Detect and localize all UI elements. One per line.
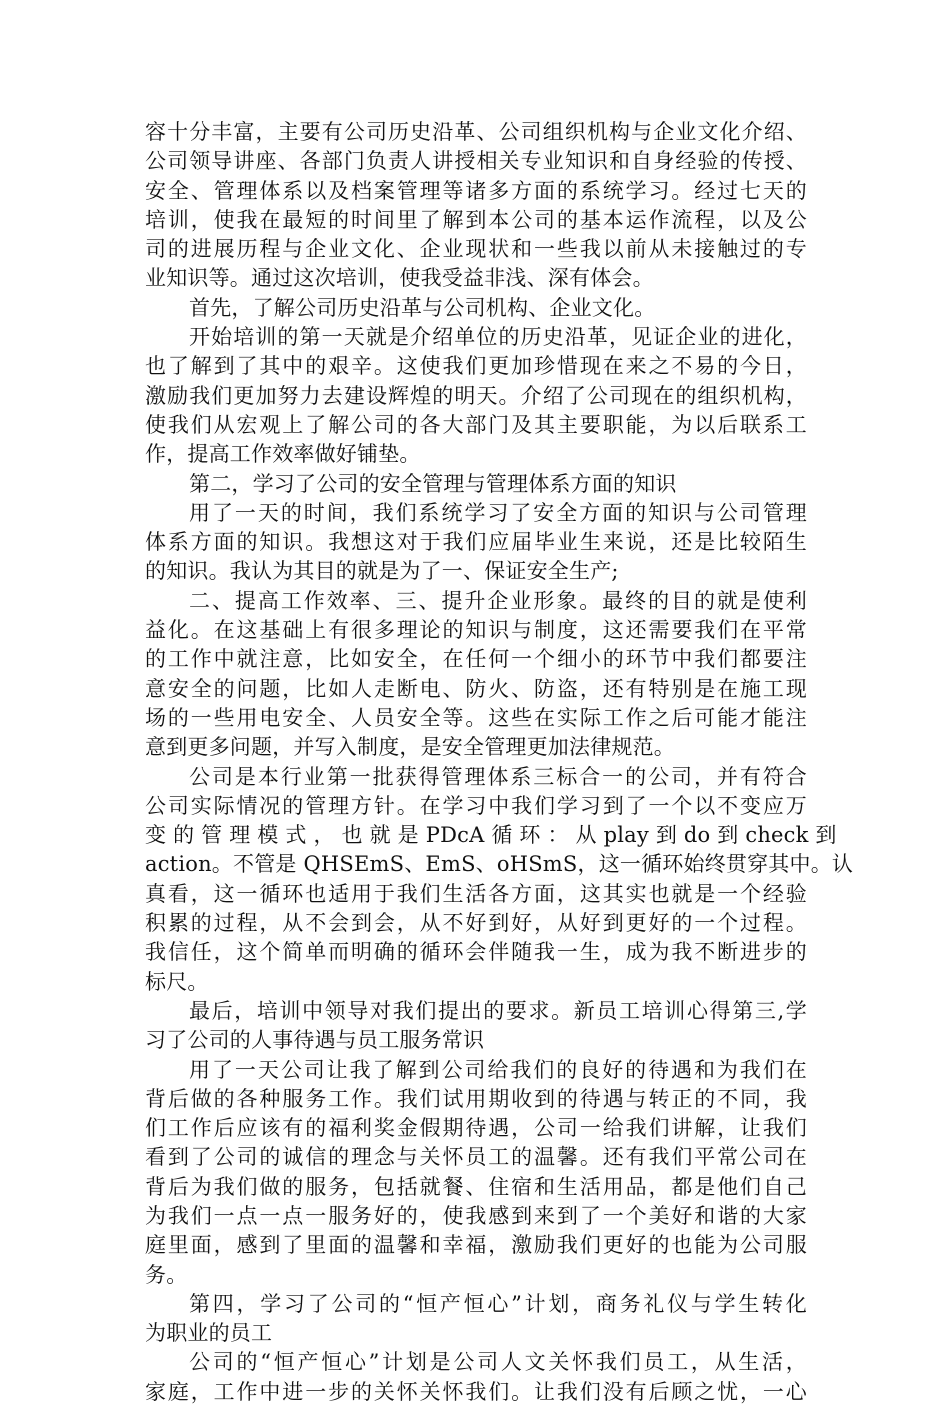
- text-line: 家庭，工作中进一步的关怀关怀我们。让我们没有后顾之忧，一心: [145, 1379, 807, 1404]
- text-line: 我信任，这个简单而明确的循环会伴随我一生，成为我不断进步的: [145, 940, 807, 965]
- text-line: 激励我们更加努力去建设辉煌的明天。介绍了公司现在的组织机构，: [145, 383, 807, 408]
- text-line: 公司的“恒产恒心”计划是公司人文关怀我们员工，从生活，: [189, 1350, 807, 1375]
- text-line: 用了一天的时间，我们系统学习了安全方面的知识与公司管理: [189, 500, 807, 525]
- text-line: 公司领导讲座、各部门负责人讲授相关专业知识和自身经验的传授、: [145, 149, 807, 174]
- text-line: 的知识。我认为其目的就是为了一、保证安全生产;: [145, 559, 619, 584]
- text-line: 体系方面的知识。我想这对于我们应届毕业生来说，还是比较陌生: [145, 530, 807, 555]
- text-line: 首先，了解公司历史沿革与公司机构、企业文化。: [189, 295, 656, 320]
- text-line: 积累的过程，从不会到会，从不好到好，从好到更好的一个过程。: [145, 911, 807, 936]
- text-line: 第二，学习了公司的安全管理与管理体系方面的知识: [189, 471, 677, 496]
- text-line: 作，提高工作效率做好铺垫。: [145, 442, 421, 467]
- text-line: 业知识等。通过这次培训，使我受益非浅、深有体会。: [145, 266, 654, 291]
- text-line: 背后为我们做的服务，包括就餐、住宿和生活用品，都是他们自己: [145, 1174, 807, 1199]
- text-line: 场的一些用电安全、人员安全等。这些在实际工作之后可能才能注: [145, 705, 807, 730]
- text-line: 背后做的各种服务工作。我们试用期收到的待遇与转正的不同，我: [145, 1086, 807, 1111]
- text-line: 为我们一点一点一服务好的，使我感到来到了一个美好和谐的大家: [145, 1203, 807, 1228]
- text-line: 意到更多问题，并写入制度，是安全管理更加法律规范。: [145, 735, 675, 760]
- text-line: 真看，这一循环也适用于我们生活各方面，这其实也就是一个经验: [145, 881, 807, 906]
- text-line: 习了公司的人事待遇与员工服务常识: [145, 1028, 485, 1053]
- text-line: 变 的 管 理 模 式 ， 也 就 是 PDcA 循 环 ： 从 play 到 do 到 check 到: [145, 823, 837, 848]
- text-line: 容十分丰富，主要有公司历史沿革、公司组织机构与企业文化介绍、: [145, 120, 807, 144]
- text-line: 看到了公司的诚信的理念与关怀员工的温馨。还有我们平常公司在: [145, 1145, 807, 1170]
- text-line: 第四，学习了公司的“恒产恒心”计划，商务礼仪与学生转化: [189, 1291, 807, 1316]
- text-line: 意安全的问题，比如人走断电、防火、防盗，还有特别是在施工现: [145, 676, 807, 701]
- text-line: 也了解到了其中的艰辛。这使我们更加珍惜现在来之不易的今日，: [145, 354, 807, 379]
- text-line: 为职业的员工: [145, 1321, 273, 1346]
- text-line: 标尺。: [145, 969, 209, 994]
- text-line: 二、提高工作效率、三、提升企业形象。最终的目的就是使利: [189, 588, 807, 613]
- text-line: 最后，培训中领导对我们提出的要求。新员工培训心得第三,学: [189, 998, 807, 1023]
- text-line: 司的进展历程与企业文化、企业现状和一些我以前从未接触过的专: [145, 237, 807, 262]
- text-line: 公司实际情况的管理方针。在学习中我们学习到了一个以不变应万: [145, 793, 807, 818]
- text-line: 开始培训的第一天就是介绍单位的历史沿革，见证企业的进化，: [189, 325, 807, 350]
- text-line: 安全、管理体系以及档案管理等诸多方面的系统学习。经过七天的: [145, 178, 807, 203]
- text-line: 益化。在这基础上有很多理论的知识与制度，这还需要我们在平常: [145, 618, 807, 643]
- text-line: 务。: [145, 1262, 188, 1287]
- text-line: 使我们从宏观上了解公司的各大部门及其主要职能，为以后联系工: [145, 412, 807, 437]
- text-line: action。不管是 QHSEmS、EmS、oHSmS，这一循环始终贯穿其中。认: [145, 852, 854, 877]
- text-line: 庭里面，感到了里面的温馨和幸福，激励我们更好的也能为公司服: [145, 1233, 807, 1258]
- text-line: 培训，使我在最短的时间里了解到本公司的基本运作流程，以及公: [145, 207, 807, 232]
- text-line: 们工作后应该有的福利奖金假期待遇，公司一给我们讲解，让我们: [145, 1116, 807, 1141]
- text-line: 的工作中就注意，比如安全，在任何一个细小的环节中我们都要注: [145, 647, 807, 672]
- document-body: [145, 118, 854, 1407]
- text-line: 用了一天公司让我了解到公司给我们的良好的待遇和为我们在: [189, 1057, 807, 1082]
- text-line: 公司是本行业第一批获得管理体系三标合一的公司，并有符合: [189, 764, 807, 789]
